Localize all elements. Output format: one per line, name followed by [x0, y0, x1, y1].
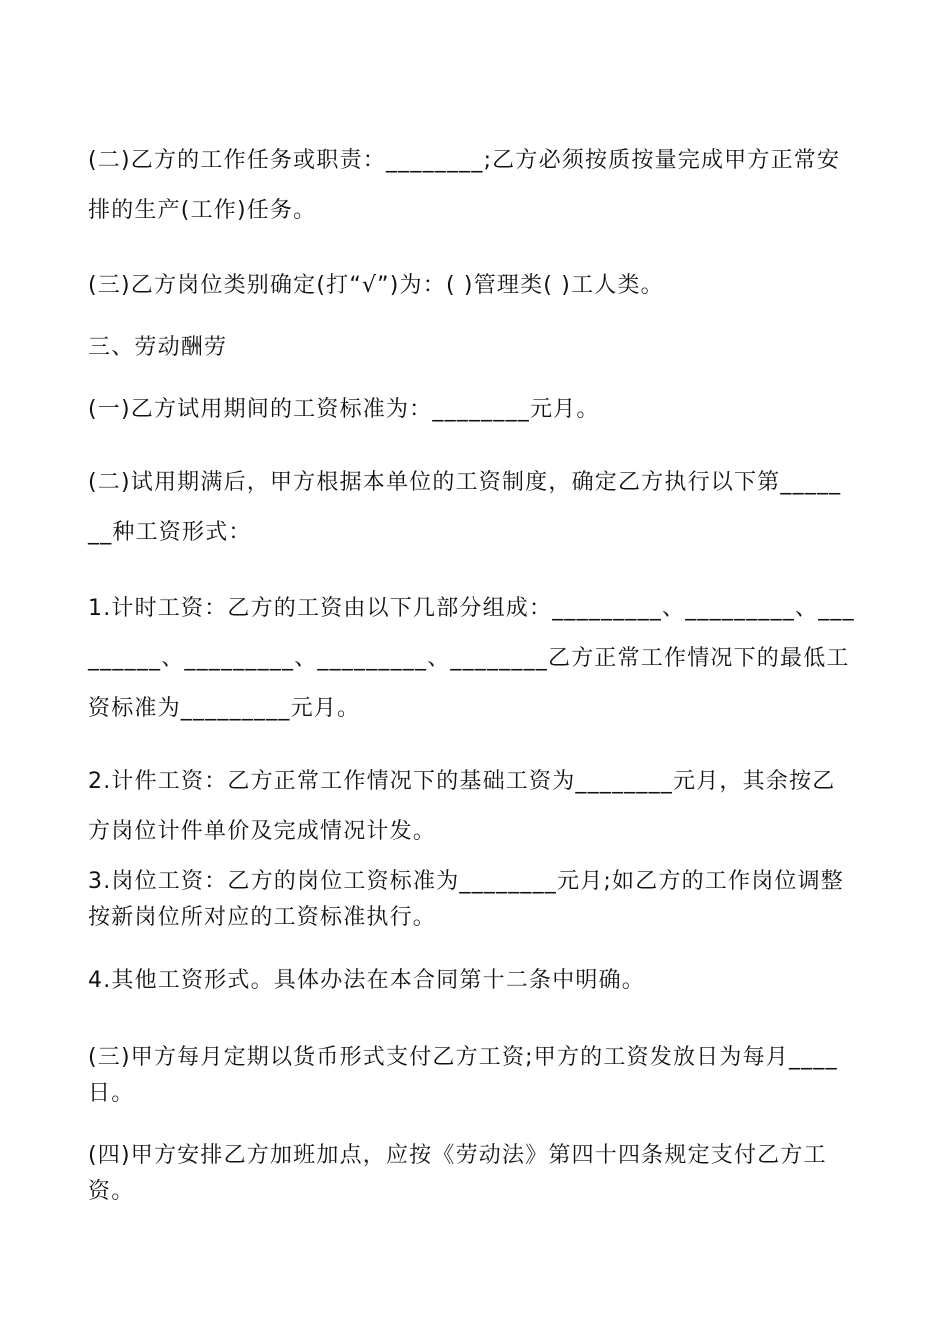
text-line: 方岗位计件单价及完成情况计发。: [88, 819, 437, 844]
text-line: 资标准为_________元月。: [88, 696, 361, 721]
paragraph-wage-form: [88, 458, 864, 558]
text-line: 1.计时工资：乙方的工资由以下几部分组成：_________、_________、___: [88, 596, 855, 621]
text-line: (二)试用期满后，甲方根据本单位的工资制度，确定乙方执行以下第_____: [88, 470, 842, 495]
paragraph-job-duties: [88, 136, 864, 236]
text-line: 资。: [88, 1179, 135, 1204]
text-line: 4.其他工资形式。具体办法在本合同第十二条中明确。: [88, 968, 645, 993]
paragraph-time-wage: [88, 584, 864, 734]
paragraph-other-wage: [88, 963, 864, 999]
text-line: (二)乙方的工作任务或职责：________;乙方必须按质按量完成甲方正常安: [88, 148, 841, 173]
text-line: 日。: [88, 1081, 135, 1106]
text-line: (四)甲方安排乙方加班加点，应按《劳动法》第四十四条规定支付乙方工: [88, 1143, 827, 1168]
text-line: 按新岗位所对应的工资标准执行。: [88, 905, 437, 930]
paragraph-position-category: [88, 261, 864, 311]
text-line: ______、_________、_________、________乙方正常工作情况下的最低工: [88, 646, 850, 671]
text-line: (三)乙方岗位类别确定(打“√”)为：( )管理类( )工人类。: [88, 273, 664, 298]
text-line: __种工资形式：: [88, 520, 252, 545]
text-line: (一)乙方试用期间的工资标准为：________元月。: [88, 397, 600, 422]
paragraph-overtime: [88, 1138, 864, 1210]
text-line: 三、劳动酬劳: [88, 335, 228, 360]
paragraph-probation-wage: [88, 385, 864, 435]
section-heading-labor-pay: [88, 323, 864, 373]
paragraph-position-wage: [88, 864, 864, 936]
text-line: 排的生产(工作)任务。: [88, 198, 317, 223]
text-line: (三)甲方每月定期以货币形式支付乙方工资;甲方的工资发放日为每月____: [88, 1045, 838, 1070]
paragraph-pay-day: [88, 1040, 864, 1112]
text-line: 3.岗位工资：乙方的岗位工资标准为________元月;如乙方的工作岗位调整: [88, 869, 845, 894]
text-line: 2.计件工资：乙方正常工作情况下的基础工资为________元月，其余按乙: [88, 769, 836, 794]
paragraph-piece-wage: [88, 757, 864, 857]
